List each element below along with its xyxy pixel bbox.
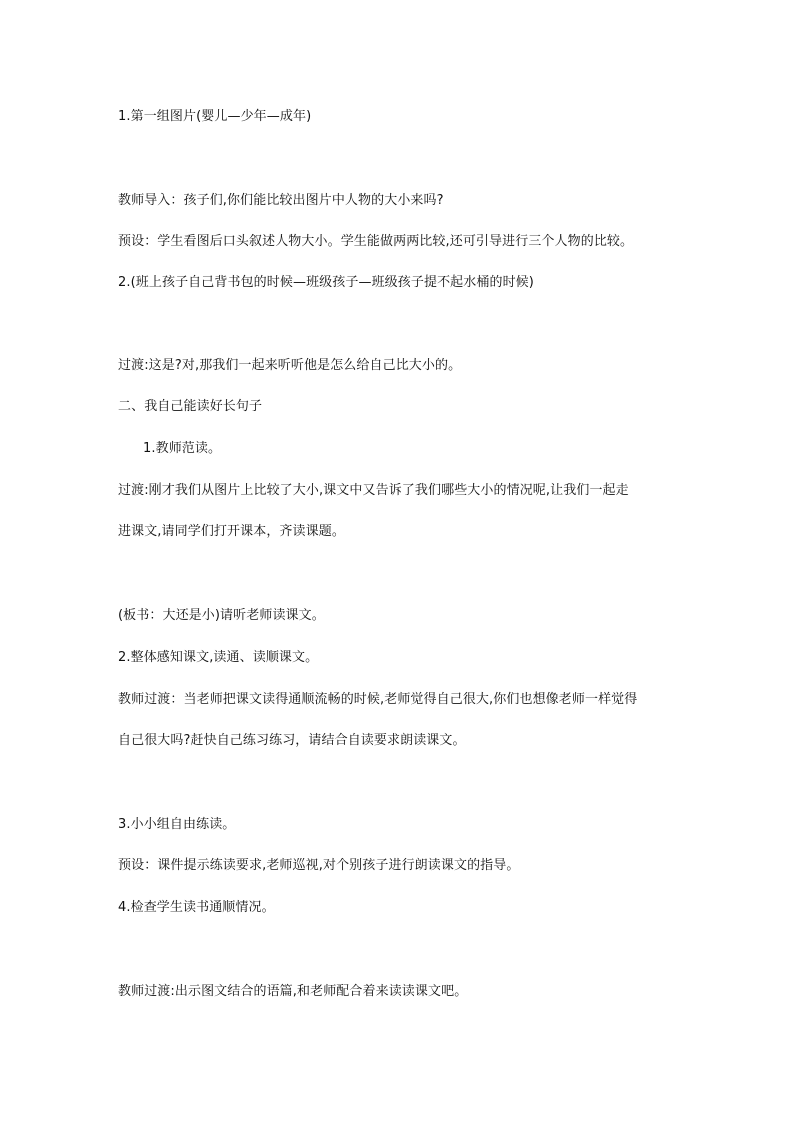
paragraph-model-reading: 1.教师范读。 xyxy=(143,441,222,456)
paragraph-teacher-transition-line-1: 教师过渡：当老师把课文读得通顺流畅的时候,老师觉得自己很大,你们也想像老师一样觉得 xyxy=(118,692,638,707)
paragraph-teacher-intro: 教师导入：孩子们,你们能比较出图片中人物的大小来吗? xyxy=(118,193,444,208)
paragraph-transition-2-line-1: 过渡:刚才我们从图片上比较了大小,课文中又告诉了我们哪些大小的情况呢,让我们一起走 xyxy=(118,483,629,498)
section-heading: 二、我自己能读好长句子 xyxy=(118,399,263,414)
paragraph-section-1: 1.第一组图片(婴儿—少年—成年) xyxy=(118,109,312,124)
paragraph-preset-2: 预设：课件提示练读要求,老师巡视,对个别孩子进行朗读课文的指导。 xyxy=(118,858,520,873)
paragraph-teacher-transition-line-2: 自己很大吗?赶快自己练习练习，请结合自读要求朗读课文。 xyxy=(118,733,466,748)
paragraph-transition-1: 过渡:这是?对,那我们一起来听听他是怎么给自己比大小的。 xyxy=(118,358,462,373)
paragraph-overall-perception: 2.整体感知课文,读通、读顺课文。 xyxy=(118,650,319,665)
paragraph-section-2: 2.(班上孩子自己背书包的时候—班级孩子—班级孩子提不起水桶的时候) xyxy=(118,275,534,290)
paragraph-board-note: (板书：大还是小)请听老师读课文。 xyxy=(118,608,325,623)
paragraph-preset-1: 预设：学生看图后口头叙述人物大小。学生能做两两比较,还可引导进行三个人物的比较。 xyxy=(118,234,634,249)
paragraph-transition-2-line-2: 进课文,请同学们打开课本，齐读课题。 xyxy=(118,524,345,539)
paragraph-check-reading: 4.检查学生读书通顺情况。 xyxy=(118,900,275,915)
paragraph-group-practice: 3.小小组自由练读。 xyxy=(118,817,236,832)
paragraph-final-transition: 教师过渡:出示图文结合的语篇,和老师配合着来读读课文吧。 xyxy=(118,984,468,999)
